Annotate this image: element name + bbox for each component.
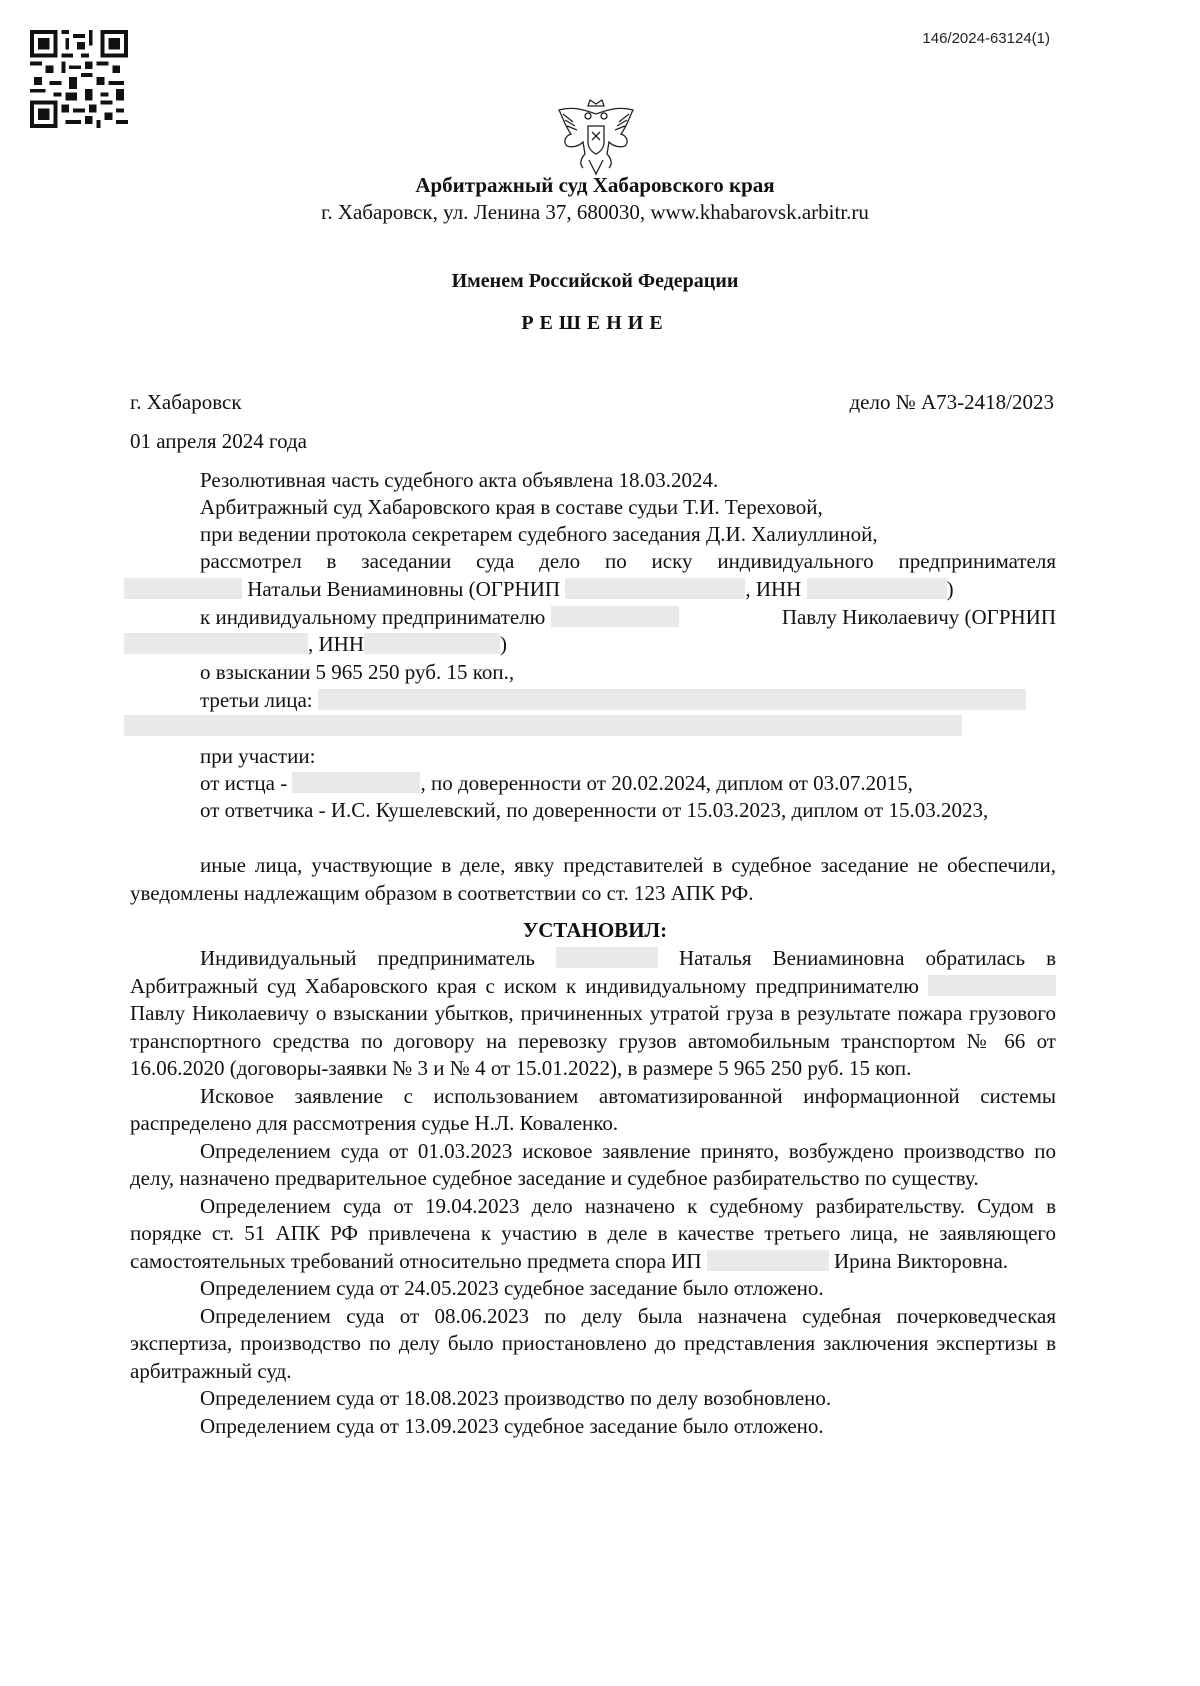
redacted-block: [565, 578, 745, 599]
court-name: Арбитражный суд Хабаровского края: [415, 173, 775, 197]
intro-line-3: при ведении протокола секретарем судебного заседания Д.И. Халиуллиной,: [200, 522, 878, 546]
paragraph-4: Определением суда от 19.04.2023 дело назначено к судебному разбирательству. Судом в порядке ст. 51 АПК РФ привлечена к участию в деле в качестве третьего лица, не заявляющего самостоятельных требований относительно предмета спора ИП Ирина Викторовна.: [130, 1193, 1056, 1273]
intro-line-6: к индивидуальному предпринимателю Павлу Николаевичу (ОГРНИП: [200, 605, 1056, 629]
city: г. Хабаровск: [130, 390, 242, 414]
redacted-block: [292, 772, 420, 793]
intro-line-1: Резолютивная часть судебного акта объявлена 18.03.2024.: [200, 468, 719, 492]
defendant-rep: от ответчика - И.С. Кушелевский, по доверенности от 15.03.2023, диплом от 15.03.2023,: [200, 798, 989, 822]
plaintiff-rep: от истца - , по доверенности от 20.02.2024, диплом от 03.07.2015,: [200, 771, 913, 795]
paragraph-1: Индивидуальный предприниматель Наталья Вениаминовна обратилась в Арбитражный суд Хабаровского края с иском к индивидуальному предпринимателю Павлу Николаевичу о взыскании убытков, причиненных утратой груза в результате пожара грузового транспортного средства по договору на перевозку грузов автомобильным транспортом № 66 от 16.06.2020 (договоры-заявки № 3 и № 4 от 15.01.2022), в размере 5 965 250 руб. 15 коп.: [130, 946, 1056, 1080]
intro-line-9b: [124, 713, 962, 740]
redacted-block: [364, 633, 500, 654]
decision-body: [130, 945, 1056, 1440]
redacted-block: [124, 633, 308, 654]
court-address: г. Хабаровск, ул. Ленина 37, 680030, www.khabarovsk.arbitr.ru: [321, 200, 869, 224]
established-heading: УСТАНОВИЛ:: [522, 918, 668, 942]
russian-coat-of-arms-icon: [555, 96, 637, 176]
paragraph-7: Определением суда от 18.08.2023 производство по делу возобновлено.: [200, 1386, 832, 1410]
redacted-block: [124, 578, 242, 599]
intro-line-7: , ИНН ): [124, 631, 507, 658]
intro-line-8: о взыскании 5 965 250 руб. 15 коп.,: [200, 660, 515, 684]
paragraph-8: Определением суда от 13.09.2023 судебное заседание было отложено.: [200, 1413, 824, 1438]
redacted-block: [124, 715, 962, 736]
case-number: дело № А73-2418/2023: [849, 390, 1054, 414]
other-parties: иные лица, участвующие в деле, явку представителей в судебное заседание не обеспечили, уведомлены надлежащим образом в соответствии со ст. 123 АПК РФ.: [130, 853, 1056, 905]
document-id: 146/2024-63124(1): [922, 30, 1050, 47]
redacted-block: [318, 689, 1026, 710]
federation-title: Именем Российской Федерации: [451, 270, 739, 292]
intro-line-5: Натальи Вениаминовны (ОГРНИП , ИНН ): [124, 576, 954, 603]
decision-date: 01 апреля 2024 года: [130, 429, 307, 453]
paragraph-6: Определением суда от 08.06.2023 по делу была назначена судебная почерковедческая экспертиза, производство по делу было приостановлено до представления заключения экспертизы в арбитражный суд.: [130, 1303, 1056, 1383]
redacted-block: [551, 606, 679, 627]
paragraph-5: Определением суда от 24.05.2023 судебное заседание было отложено.: [200, 1276, 824, 1300]
intro-line-4: рассмотрел в заседании суда дело по иску индивидуального предпринимателя: [200, 549, 1056, 573]
intro-line-9: третьи лица:: [200, 687, 1026, 714]
paragraph-2: Исковое заявление с использованием автоматизированной информационной системы распределено для рассмотрения судье Н.Л. Коваленко.: [130, 1083, 1056, 1135]
redacted-block: [707, 1250, 829, 1271]
decision-title: РЕШЕНИЕ: [521, 312, 669, 334]
qr-code-icon: [30, 30, 128, 128]
redacted-block: [807, 578, 947, 599]
intro-line-2: Арбитражный суд Хабаровского края в составе судьи Т.И. Тереховой,: [200, 495, 823, 519]
redacted-block: [556, 947, 658, 968]
paragraph-3: Определением суда от 01.03.2023 исковое заявление принято, возбуждено производство по делу, назначено предварительное судебное заседание и судебное разбирательство по существу.: [130, 1138, 1056, 1190]
redacted-block: [928, 975, 1056, 996]
participation-label: при участии:: [200, 744, 316, 768]
